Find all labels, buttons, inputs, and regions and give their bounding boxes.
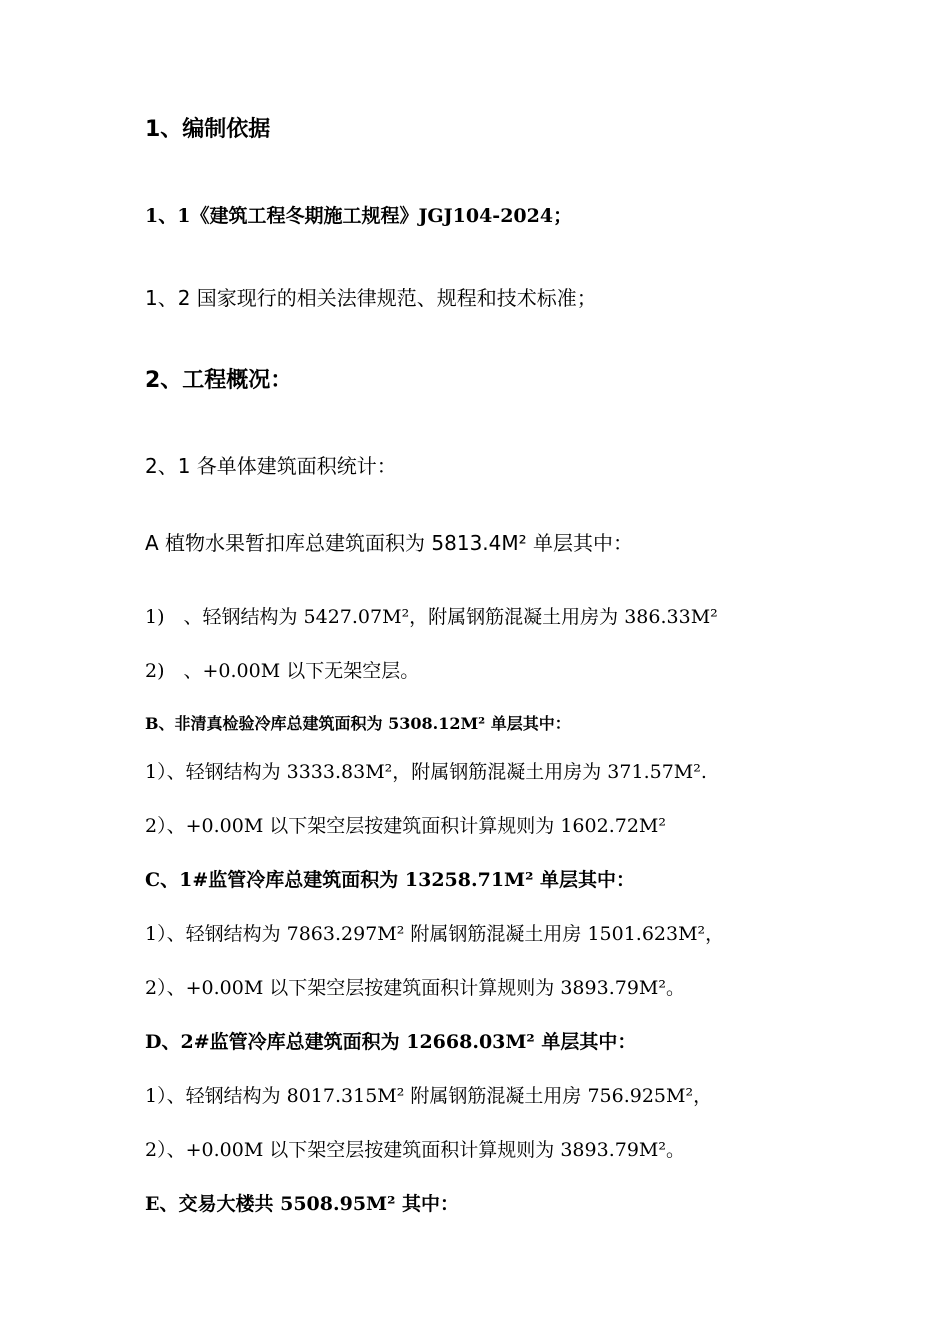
building-a-item-2: 2) 、+0.00M 以下无架空层。: [145, 660, 420, 682]
building-a-item-1: 1) 、轻钢结构为 5427.07M²，附属钢筋混凝土用房为 386.33M²: [145, 606, 718, 628]
building-d-item-1: 1）、轻钢结构为 8017.315M² 附属钢筋混凝土用房 756.925M²，: [145, 1085, 713, 1107]
section-heading-basis: 1、编制依据: [145, 117, 271, 142]
building-c-item-2: 2）、+0.00M 以下架空层按建筑面积计算规则为 3893.79M²。: [145, 977, 685, 999]
subsection-heading-area: 2、1 各单体建筑面积统计：: [145, 454, 397, 478]
building-a-summary: A 植物水果暂扣库总建筑面积为 5813.4M² 单层其中：: [145, 531, 634, 555]
building-b-item-1: 1）、轻钢结构为 3333.83M²，附属钢筋混凝土用房为 371.57M².: [145, 761, 707, 783]
building-d-item-2: 2）、+0.00M 以下架空层按建筑面积计算规则为 3893.79M²。: [145, 1139, 685, 1161]
building-d-summary: D、2#监管冷库总建筑面积为 12668.03M² 单层其中：: [145, 1031, 637, 1053]
section-heading-overview: 2、工程概况：: [145, 368, 293, 393]
building-b-summary: B、非清真检验冷库总建筑面积为 5308.12M² 单层其中：: [145, 714, 571, 733]
basis-item-2: 1、2 国家现行的相关法律规范、规程和技术标准；: [145, 286, 597, 310]
building-c-item-1: 1）、轻钢结构为 7863.297M² 附属钢筋混凝土用房 1501.623M²，: [145, 923, 725, 945]
building-c-summary: C、1#监管冷库总建筑面积为 13258.71M² 单层其中：: [145, 869, 636, 891]
building-e-summary: E、交易大楼共 5508.95M² 其中：: [145, 1193, 460, 1215]
basis-item-1: 1、1《建筑工程冬期施工规程》JGJ104-2024；: [145, 205, 573, 227]
building-b-item-2: 2）、+0.00M 以下架空层按建筑面积计算规则为 1602.72M²: [145, 815, 666, 837]
